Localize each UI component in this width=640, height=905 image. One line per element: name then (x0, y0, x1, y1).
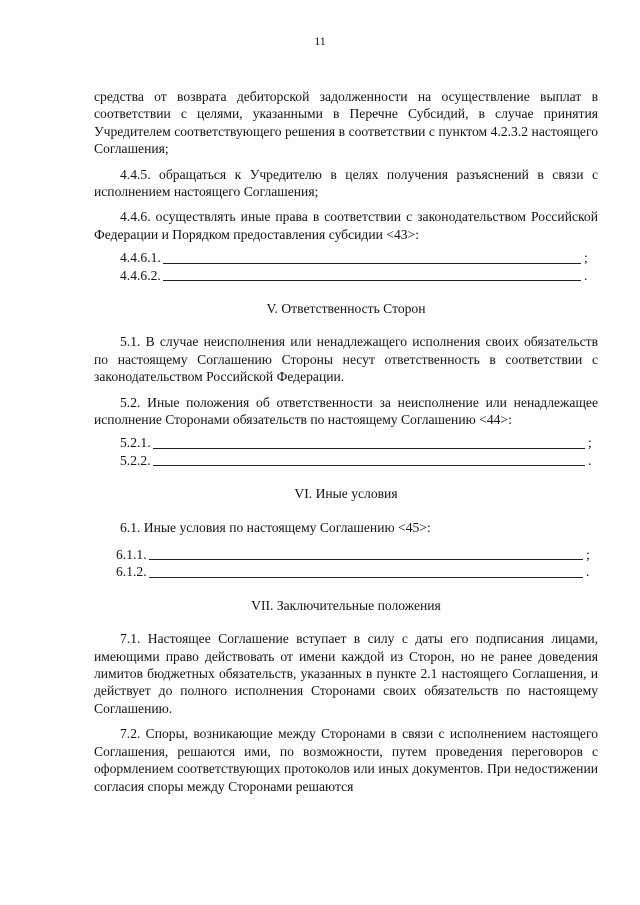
paragraph-6-1: 6.1. Иные условия по настоящему Соглашению <45>: (120, 519, 431, 535)
blank-fill-line (163, 251, 581, 264)
fill-row-number: 5.2.2. (120, 452, 151, 468)
blank-fill-line (149, 547, 583, 560)
fill-row-number: 6.1.2. (116, 564, 147, 580)
page-number: 11 (314, 34, 326, 48)
paragraph-7-1: 7.1. Настоящее Соглашение вступает в силу с даты его подписания лицами, имеющими право действовать от имени каждой из Сторон, но не ранее доведения лимитов бюджетных обязательств, указанных в пункте 2.1 настоящего Соглашения, и действует до полного исполнения Сторонами своих обязательств по настоящему Соглашению. (94, 631, 598, 716)
fill-block-4-4-6 (94, 249, 598, 284)
paragraph-4-4-5: 4.4.5. обращаться к Учредителю в целях получения разъяснений в связи с исполнением настоящего Соглашения; (94, 166, 598, 200)
fill-row-punct: ; (586, 547, 590, 563)
fill-row-punct: . (588, 452, 592, 468)
fill-row-4-4-6-2 (120, 267, 590, 284)
blank-fill-line (163, 268, 581, 281)
fill-block-6-1 (94, 546, 598, 581)
fill-row-number: 4.4.6.1. (120, 250, 161, 266)
fill-row-number: 5.2.1. (120, 435, 151, 451)
fill-row-punct: . (584, 267, 588, 283)
fill-row-punct: ; (584, 250, 588, 266)
fill-row-number: 4.4.6.2. (120, 267, 161, 283)
fill-block-5-2 (94, 434, 598, 469)
fill-row-4-4-6-1 (120, 249, 590, 266)
paragraph-continuation: средства от возврата дебиторской задолженности на осуществление выплат в соответствии с целями, указанными в Перечне Субсидий, в случае принятия Учредителем соответствующего решения в соответствии с пунктом 4.2.3.2 настоящего Соглашения; (94, 89, 598, 157)
fill-row-punct: . (586, 564, 590, 580)
section-title-v: V. Ответственность Сторон (266, 301, 426, 317)
blank-fill-line (153, 453, 585, 466)
fill-row-6-1-2 (116, 563, 592, 580)
fill-row-6-1-1 (116, 546, 592, 563)
paragraph-7-2: 7.2. Споры, возникающие между Сторонами в связи с исполнением настоящего Соглашения, решаются ими, по возможности, путем проведения переговоров с оформлением соответствующих протоколов или иных документов. При недостижении согласия споры между Сторонами решаются (94, 726, 598, 794)
document-body (94, 88, 598, 803)
fill-row-number: 6.1.1. (116, 547, 147, 563)
paragraph-4-4-6: 4.4.6. осуществлять иные права в соответствии с законодательством Российской Федерации и Порядком предоставления субсидии <43>: (94, 209, 598, 242)
fill-row-5-2-1 (120, 434, 594, 451)
section-title-vii: VII. Заключительные положения (251, 597, 441, 613)
paragraph-5-2: 5.2. Иные положения об ответственности за неисполнение или ненадлежащее исполнение Сторонами обязательств по настоящему Соглашению <44>: (94, 394, 598, 428)
blank-fill-line (153, 436, 585, 449)
fill-row-punct: ; (588, 435, 592, 451)
blank-fill-line (149, 565, 583, 578)
section-title-vi: VI. Иные условия (294, 486, 398, 502)
fill-row-5-2-2 (120, 452, 594, 469)
paragraph-5-1: 5.1. В случае неисполнения или ненадлежащего исполнения своих обязательств по настоящему Соглашению Стороны несут ответственность в соответствии с законодательством Российской Федерации. (94, 334, 598, 385)
